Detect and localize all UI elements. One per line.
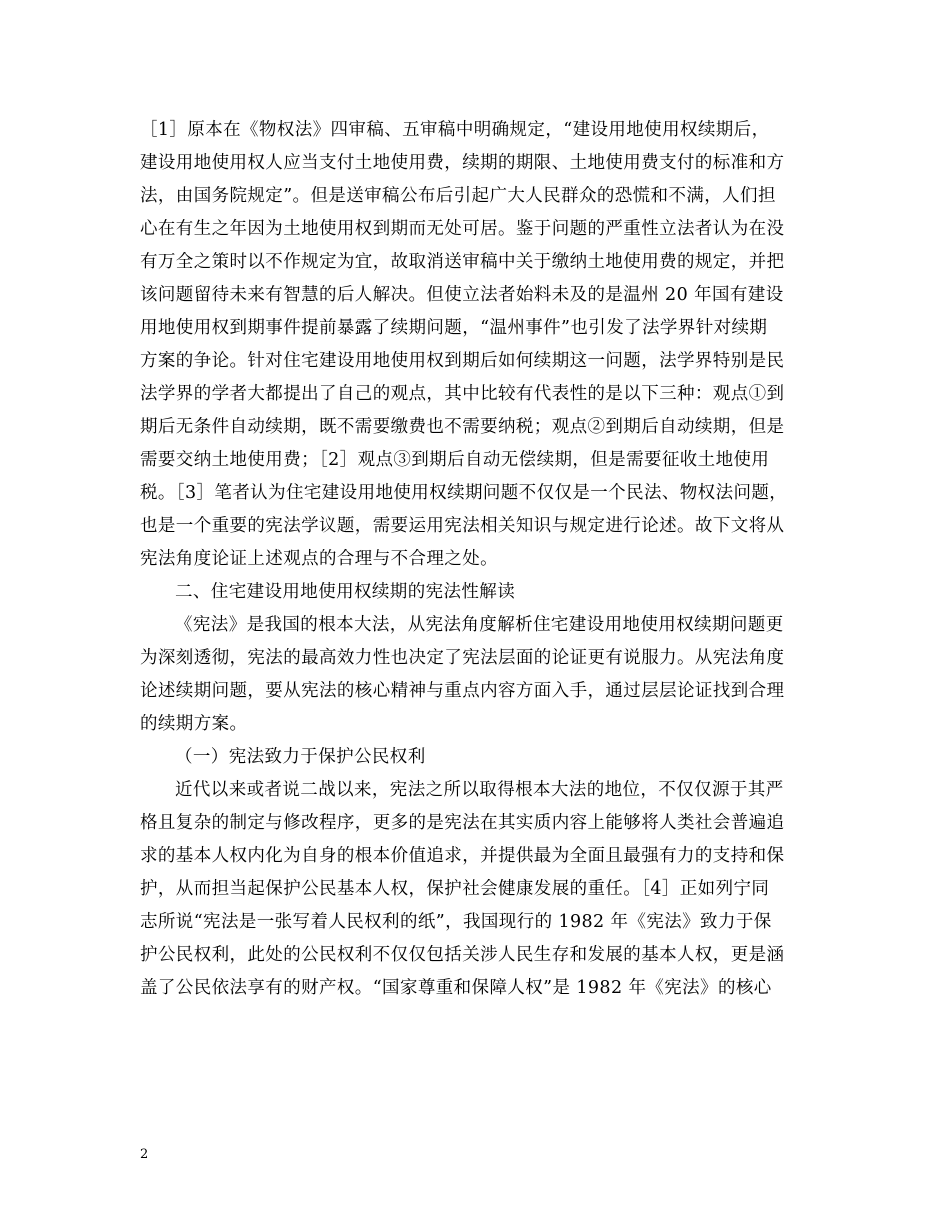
text-line: 心在有生之年因为土地使用权到期而无处可居。鉴于问题的严重性立法者认为在没 <box>140 219 785 239</box>
text-line: 建设用地使用权人应当支付土地使用费，续期的期限、土地使用费支付的标准和方 <box>140 153 785 173</box>
text-line: 用地使用权到期事件提前暴露了续期问题，“温州事件”也引发了法学界针对续期 <box>140 318 768 338</box>
text-line: 方案的争论。针对住宅建设用地使用权到期后如何续期这一问题，法学界特别是民 <box>140 351 785 371</box>
text-line: 论述续期问题，要从宪法的核心精神与重点内容方面入手，通过层层论证找到合理 <box>140 681 785 701</box>
text-line: 该问题留待未来有智慧的后人解决。但使立法者始料未及的是温州 20 年国有建设 <box>140 285 784 305</box>
text-line: 法学界的学者大都提出了自己的观点，其中比较有代表性的是以下三种：观点①到 <box>140 384 785 404</box>
text-line: 志所说“宪法是一张写着人民权利的纸”，我国现行的 1982 年《宪法》致力于保 <box>140 912 772 932</box>
text-line: 税。［3］笔者认为住宅建设用地使用权续期问题不仅仅是一个民法、物权法问题， <box>140 483 788 503</box>
text-line: 宪法角度论证上述观点的合理与不合理之处。 <box>140 549 498 569</box>
text-line: 需要交纳土地使用费；［2］观点③到期后自动无偿续期，但是需要征收土地使用 <box>140 450 770 470</box>
text-line: 也是一个重要的宪法学议题，需要运用宪法相关知识与规定进行论述。故下文将从 <box>140 516 785 536</box>
text-line: ［1］原本在《物权法》四审稿、五审稿中明确规定，“建设用地使用权续期后， <box>140 120 770 140</box>
text-line: 的续期方案。 <box>140 714 248 734</box>
page-number: 2 <box>140 1147 149 1162</box>
text-line: 期后无条件自动续期，既不需要缴费也不需要纳税；观点②到期后自动续期，但是 <box>140 417 785 437</box>
text-line: 格且复杂的制定与修改程序，更多的是宪法在其实质内容上能够将人类社会普遍追 <box>140 813 785 833</box>
text-line: 护公民权利，此处的公民权利不仅仅包括关涉人民生存和发展的基本人权，更是涵 <box>140 945 785 965</box>
text-line: 近代以来或者说二战以来，宪法之所以取得根本大法的地位，不仅仅源于其严 <box>175 780 784 800</box>
subsection-heading: （一）宪法致力于保护公民权利 <box>175 747 426 767</box>
text-line: 有万全之策时以不作规定为宜，故取消送审稿中关于缴纳土地使用费的规定，并把 <box>140 252 785 272</box>
text-line: 求的基本人权内化为自身的根本价值追求，并提供最为全面且最强有力的支持和保 <box>140 846 785 866</box>
text-line: 为深刻透彻，宪法的最高效力性也决定了宪法层面的论证更有说服力。从宪法角度 <box>140 648 785 668</box>
text-line: 盖了公民依法享有的财产权。“国家尊重和保障人权”是 1982 年《宪法》的核心 <box>140 978 772 998</box>
document-body <box>140 114 815 1005</box>
text-line: 法，由国务院规定”。但是送审稿公布后引起广大人民群众的恐慌和不满，人们担 <box>140 186 776 206</box>
section-heading: 二、住宅建设用地使用权续期的宪法性解读 <box>175 582 516 602</box>
text-line: 《宪法》是我国的根本大法，从宪法角度解析住宅建设用地使用权续期问题更 <box>175 615 784 635</box>
text-line: 护，从而担当起保护公民基本人权，保护社会健康发展的重任。［4］正如列宁同 <box>140 879 770 899</box>
